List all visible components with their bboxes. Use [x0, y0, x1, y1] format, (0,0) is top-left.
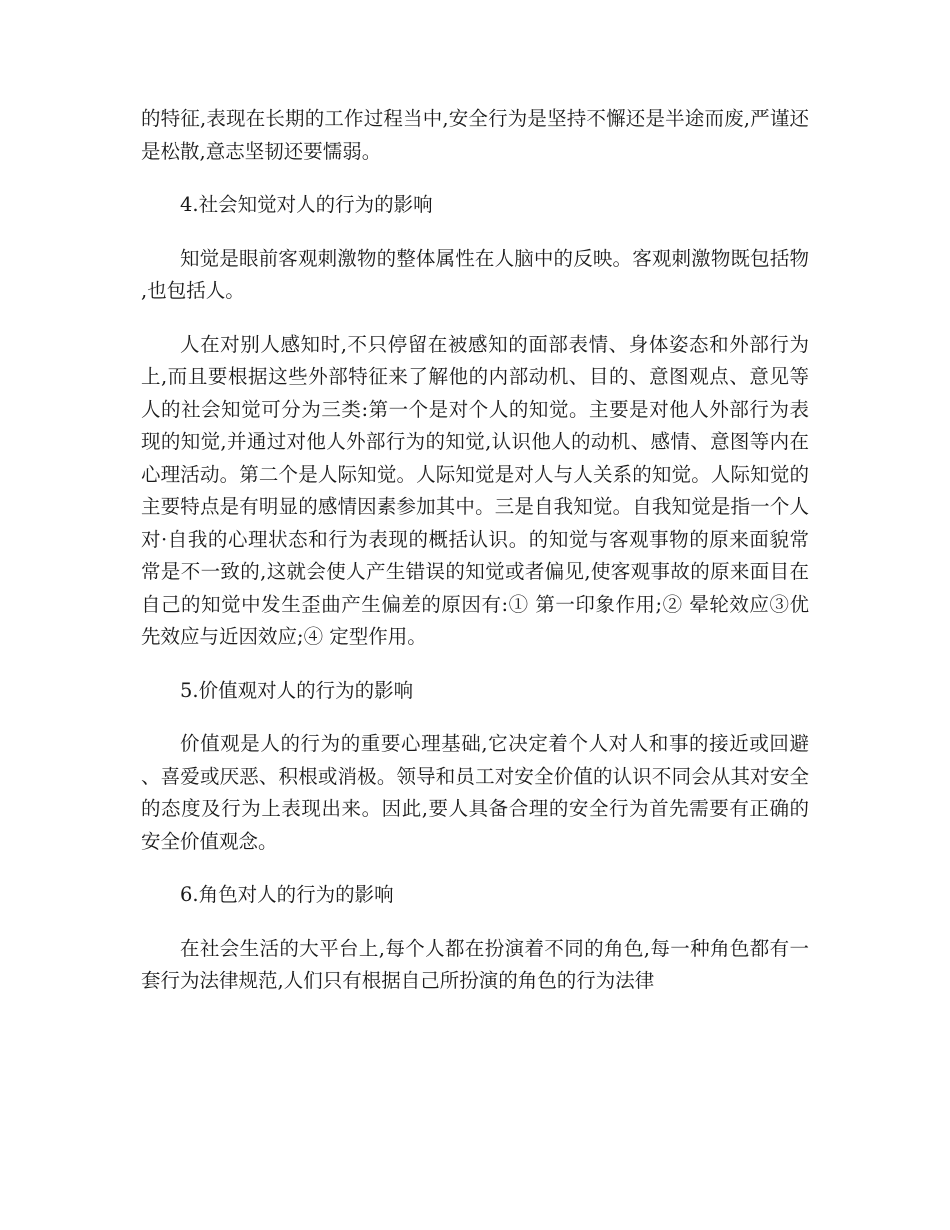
section-heading-values: 5.价值观对人的行为的影响: [180, 678, 414, 702]
section-heading-roles: 6.角色对人的行为的影响: [180, 883, 394, 906]
document-body: [141, 103, 809, 1019]
paragraph-roles: 在社会生活的大平台上,每个人都在扮演着不同的角色,每一种角色都有一套行为法律规范,人们只有根据自己所扮演的角色的行为法律: [141, 936, 809, 992]
paragraph-continued: 的特征,表现在长期的工作过程当中,安全行为是坚持不懈还是半途而废,严谨还是松散,意志坚韧还要懦弱。: [141, 107, 809, 163]
paragraph-values: 价值观是人的行为的重要心理基础,它决定着个人对人和事的接近或回避、喜爱或厌恶、积根或消极。领导和员工对安全价值的认识不同会从其对安全的态度及行为上表现出来。因此,要人具备合理的安全行为首先需要有正确的安全价值观念。: [141, 732, 809, 853]
paragraph-perception-definition: 知觉是眼前客观刺激物的整体属性在人脑中的反映。客观刺激物既包括物,也包括人。: [141, 246, 809, 302]
section-heading-social-perception: 4.社会知觉对人的行为的影响: [180, 193, 433, 216]
paragraph-social-perception-types: 人在对别人感知时,不只停留在被感知的面部表情、身体姿态和外部行为上,而且要根据这些外部特征来了解他的内部动机、目的、意图观点、意见等人的社会知觉可分为三类:第一个是对个人的知觉。主要是对他人外部行为表现的知觉,并通过对他人外部行为的知觉,认识他人的动机、感情、意图等内在心理活动。第二个是人际知觉。人际知觉是对人与人关系的知觉。人际知觉的主要特点是有明显的感情因素参加其中。三是自我知觉。自我知觉是指一个人对·自我的心理状态和行为表现的概括认识。的知觉与客观事物的原来面貌常常是不一致的,这就会使人产生错误的知觉或者偏见,使客观事故的原来面目在自己的知觉中发生歪曲产生偏差的原因有:① 第一印象作用;② 晕轮效应③优先效应与近因效应;④ 定型作用。: [141, 332, 809, 648]
